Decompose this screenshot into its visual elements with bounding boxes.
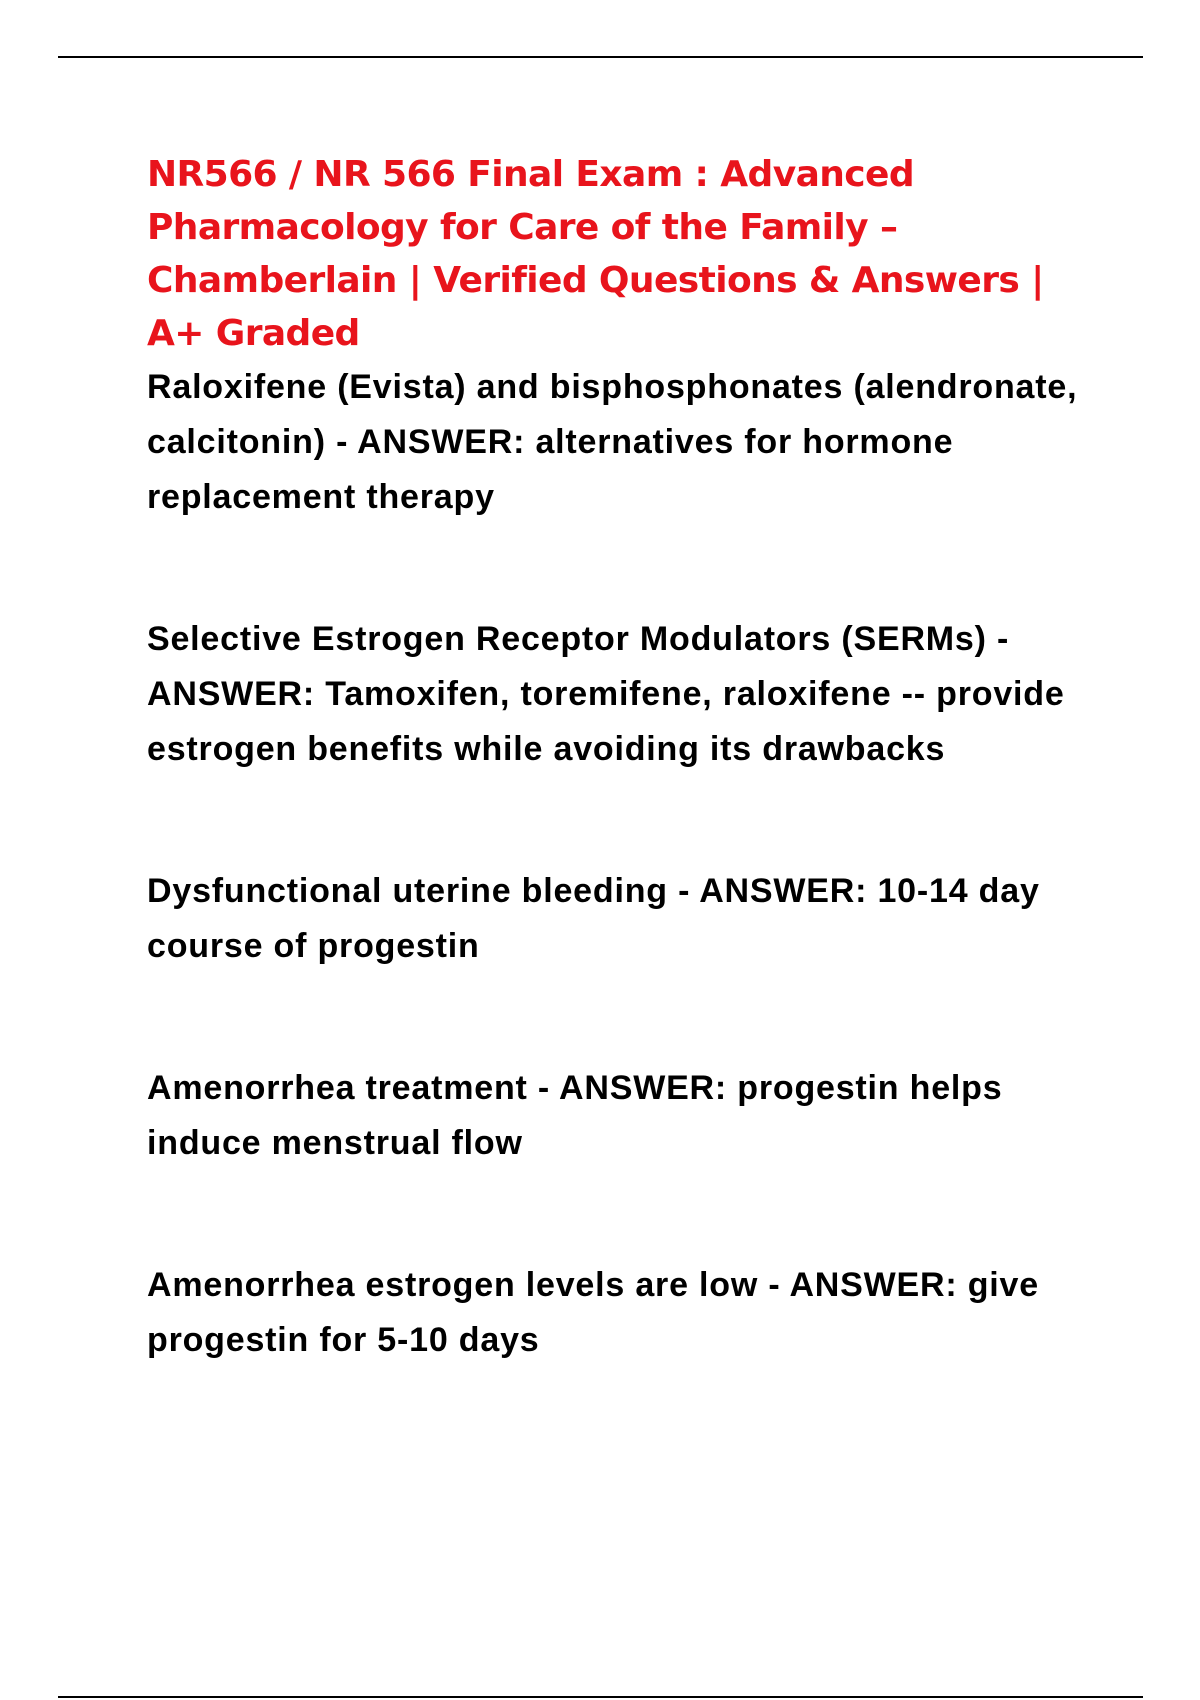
qa-entry-raloxifene: Raloxifene (Evista) and bisphosphonates (alendronate, calcitonin) - ANSWER: alternatives for hormone replacement therapy (147, 368, 1078, 516)
qa-entry-amenorrhea-low-estrogen: Amenorrhea estrogen levels are low - ANSWER: give progestin for 5-10 days (147, 1266, 1039, 1359)
bottom-divider (58, 1696, 1143, 1698)
top-divider (58, 56, 1143, 58)
qa-entry-amenorrhea-treatment: Amenorrhea treatment - ANSWER: progestin helps induce menstrual flow (147, 1069, 1003, 1162)
qa-entry-dysfunctional-uterine-bleeding: Dysfunctional uterine bleeding - ANSWER: 10-14 day course of progestin (147, 872, 1040, 965)
qa-entry-serms: Selective Estrogen Receptor Modulators (SERMs) - ANSWER: Tamoxifen, toremifene, raloxifene -- provide estrogen benefits while avoiding its drawbacks (147, 620, 1065, 768)
document-title: NR566 / NR 566 Final Exam : Advanced Pharmacology for Care of the Family – Chamberlain | Verified Questions & Answers | A+ Graded (147, 154, 1044, 354)
document-body (147, 148, 1107, 1368)
